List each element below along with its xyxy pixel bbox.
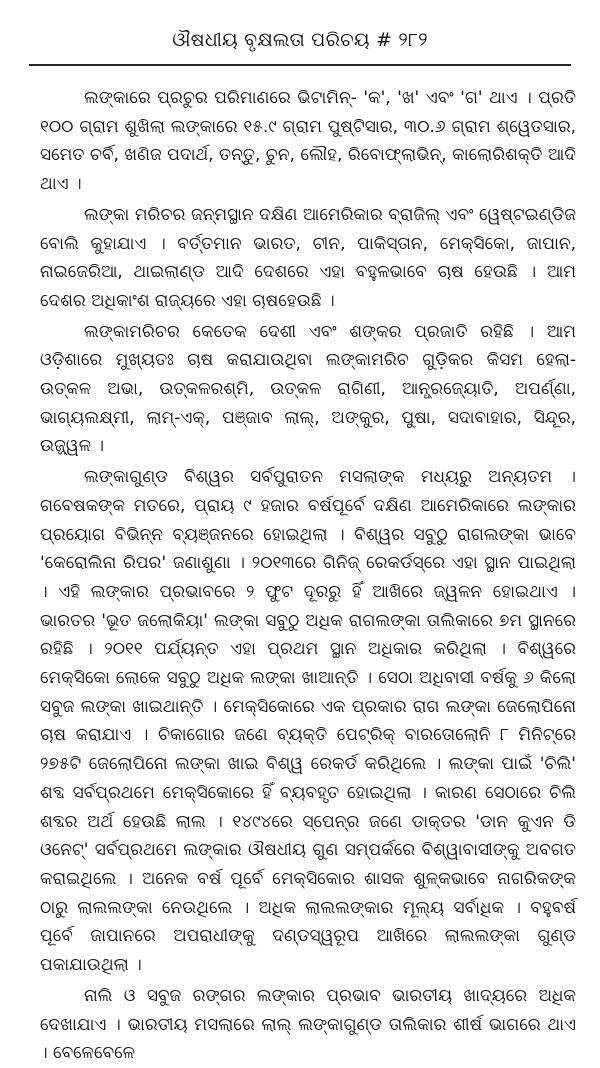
paragraph-indian-food: ନାଲି ଓ ସବୁଜ ରଙ୍ଗର ଲଙ୍କାର ପ୍ରଭାବ ଭାରତୀୟ ଖାଦ୍ୟରେ ଅଧିକ ଦେଖାଯାଏ । ଭାରତୀୟ ମସଲାରେ ଲାଲ୍ ଲଙ୍କାଗୁଣ୍ଡ ତାଲିକାର ଶୀର୍ଷ ଭାଗରେ ଥାଏ । ବେଳେବେଳେ [40, 985, 576, 1064]
paragraph-history: ଲଙ୍କାଗୁଣ୍ଡ ବିଶ୍ୱର ସର୍ବପୁରାତନ ମସଲାଙ୍କ ମଧ୍ୟରୁ ଅନ୍ୟତମ । ଗବେଷକଙ୍କ ମତରେ, ପ୍ରାୟ ୯ ହଜାର ବର୍ଷପୂର୍ବେ ଦକ୍ଷିଣ ଆମେରିକାରେ ଲଙ୍କାର ପ୍ରୟୋଗ ବିଭିନ୍ନ ବ୍ୟଞ୍ଜନରେ ହୋଇଥିଲା । ବିଶ୍ୱର ସବୁଠୁ ରାଗଲଙ୍କା ଭାବେ 'କେରୋଲିନା ରିପର' ଜଣାଶୁଣା । ୨୦୧୩ରେ ଗିନିଜ୍ ରେକର୍ଡସ୍‌ରେ ଏହା ସ୍ଥାନ ପାଇଥିଲା । ଏହି ଲଙ୍କାର ପ୍ରଭାବରେ ୨ ଫୁଟ ଦୂରରୁ ହିଁ ଆଖିରେ ଜ୍ୱଳନ ହୋଇଥାଏ । ଭାରତର 'ଭୂତ ଜଲୋକିୟା' ଲଙ୍କା ସବୁଠୁ ଅଧିକ ରାଗଲଙ୍କା ତାଲିକାରେ ୭ମ ସ୍ଥାନରେ ରହିଛି । ୨୦୧୧ ପର୍ଯ୍ୟନ୍ତ ଏହା ପ୍ରଥମ ସ୍ଥାନ ଅଧିକାର କରିଥିଲା । ବିଶ୍ୱରେ ମେକ୍ସିକୋ ଲୋକେ ସବୁଠୁ ଅଧିକ ଲଙ୍କା ଖାଆନ୍ତି । ସେଠା ଅଧିବାସୀ ବର୍ଷକୁ ୬ କିଲୋ ସବୁଜ ଲଙ୍କା ଖାଇଥାନ୍ତି । ମେକ୍ସିକୋରେ ଏକ ପ୍ରକାର ରାଗ ଲଙ୍କା ଜେଲୋପିନୋ ଚାଷ କରାଯାଏ । ଚିକାଗୋର ଜଣେ ବ୍ୟକ୍ତି ପେଟ୍ରିକ୍ ବାରତୋଲୋନି ୮ ମିନିଟ୍‌ରେ ୨୭୫ଟି ଜେଲୋପିନୋ ଲଙ୍କା ଖାଇ ବିଶ୍ୱ ରେକର୍ଡ କରିଥିଲେ । ଲଙ୍କା ପାଇଁ 'ଚିଲି' ଶବ୍ଦ ସର୍ବପ୍ରଥମେ ମେକ୍ସିକୋରେ ହିଁ ବ୍ୟବହୃତ ହୋଇଥିଲା । କାରଣ ସେଠାରେ ଚିଲି ଶବ୍ଦର ଅର୍ଥ ହେଉଛି ଲାଲ । ୧୪୯୪ରେ ସ୍ପେନ୍‌ର ଜଣେ ଡାକ୍ତର 'ଡାନ କୁଏନ ଡି ଓନେଟ୍' ସର୍ବପ୍ରଥମେ ଲଙ୍କାର ଔଷଧୀୟ ଗୁଣ ସମ୍ପର୍କରେ ବିଶ୍ୱାବାସୀଙ୍କୁ ଅବଗତ କରାଇଥିଲେ । ଅନେକ ବର୍ଷ ପୂର୍ବେ ମେକ୍ସିକୋର ଶାସକ ଶୁଳ୍କଭାବେ ନାଗରିକଙ୍କ ଠାରୁ ଲାଲଲଙ୍କା ନେଉଥିଲେ । ଅଧିକ ଲାଲଲଙ୍କାର ମୂଲ୍ୟ ସର୍ବାଧିକ । ବହୁବର୍ଷ ପୂର୍ବେ ଜାପାନରେ ଅପରାଧୀଙ୍କୁ ଦଣ୍ଡସ୍ୱରୂପ ଆଖିରେ ଲାଲଲଙ୍କା ଗୁଣ୍ଡ ପକାଯାଉଥିଲା । [40, 467, 576, 976]
body-text [40, 84, 576, 1068]
header-divider [29, 64, 571, 66]
paragraph-origin: ଲଙ୍କା ମରିଚର ଜନ୍ମସ୍ଥାନ ଦକ୍ଷିଣ ଆମେରିକାର ବ୍ରାଜିଲ୍ ଏବଂ ୱେଷ୍ଟଇଣ୍ଡିଜ ବୋଲି କୁହାଯାଏ । ବର୍ତ୍ତମାନ ଭାରତ, ଚୀନ, ପାକିସ୍ତାନ, ମେକ୍ସିକୋ, ଜାପାନ, ନାଇଜେରିଆ, ଥାଇଲାଣ୍ଡ ଆଦି ଦେଶରେ ଏହା ବହୁଳଭାବେ ଚାଷ ହେଉଛି । ଆମ ଦେଶର ଅଧିକାଂଶ ରାଜ୍ୟରେ ଏହା ଚାଷହେଉଛି । [40, 204, 576, 311]
paragraph-varieties: ଲଙ୍କାମରିଚର କେତେକ ଦେଶୀ ଏବଂ ଶଙ୍କର ପ୍ରଜାତି ରହିଛି । ଆମ ଓଡ଼ିଶାରେ ମୁଖ୍ୟତଃ ଚାଷ କରାଯାଉଥିବା ଲଙ୍କାମରିଚ ଗୁଡ଼ିକର କିସମ ହେଲା- ଉତ୍କଳ ଅଭା, ଉତ୍କଳରଶ୍ମି, ଉତ୍କଳ ରାଗିଣୀ, ଆନ୍ଧ୍ରଜ୍ୟୋତି, ଅପର୍ଣ୍ଣା, ଭାଗ୍ୟଲକ୍ଷ୍ମୀ, ଲାମ୍-ଏକ୍, ପଞ୍ଜାବ ଲାଲ୍, ଅଙ୍କୁର, ପୁଷା, ସଦାବାହାର, ସିନ୍ଦୂର, ଉଜ୍ଜ୍ୱଳ । [40, 321, 576, 457]
running-title: ଔଷଧୀୟ ବୃକ୍ଷଲତା ପରିଚୟ # ୨୮୨ [172, 29, 428, 51]
paragraph-vitamins: ଲଙ୍କାରେ ପ୍ରଚୁର ପରିମାଣରେ ଭିଟାମିନ୍- 'କ', 'ଖ' ଏବଂ 'ଗ' ଥାଏ । ପ୍ରତି ୧୦୦ ଗ୍ରାମ ଶୁଖିଲା ଲଙ୍କାରେ ୧୫.୯ ଗ୍ରାମ ପୁଷ୍ଟିସାର, ୩୦.୬ ଗ୍ରାମ ଶ୍ୱେତସାର, ସମେତ ଚର୍ବି, ଖଣିଜ ପଦାର୍ଥ, ତନ୍ତୁ, ଚୁନ, ଲୌହ, ରିବୋଫ୍ଲାଭିନ୍, କାଲୋରିଶକ୍ତି ଆଦି ଥାଏ । [40, 88, 576, 195]
